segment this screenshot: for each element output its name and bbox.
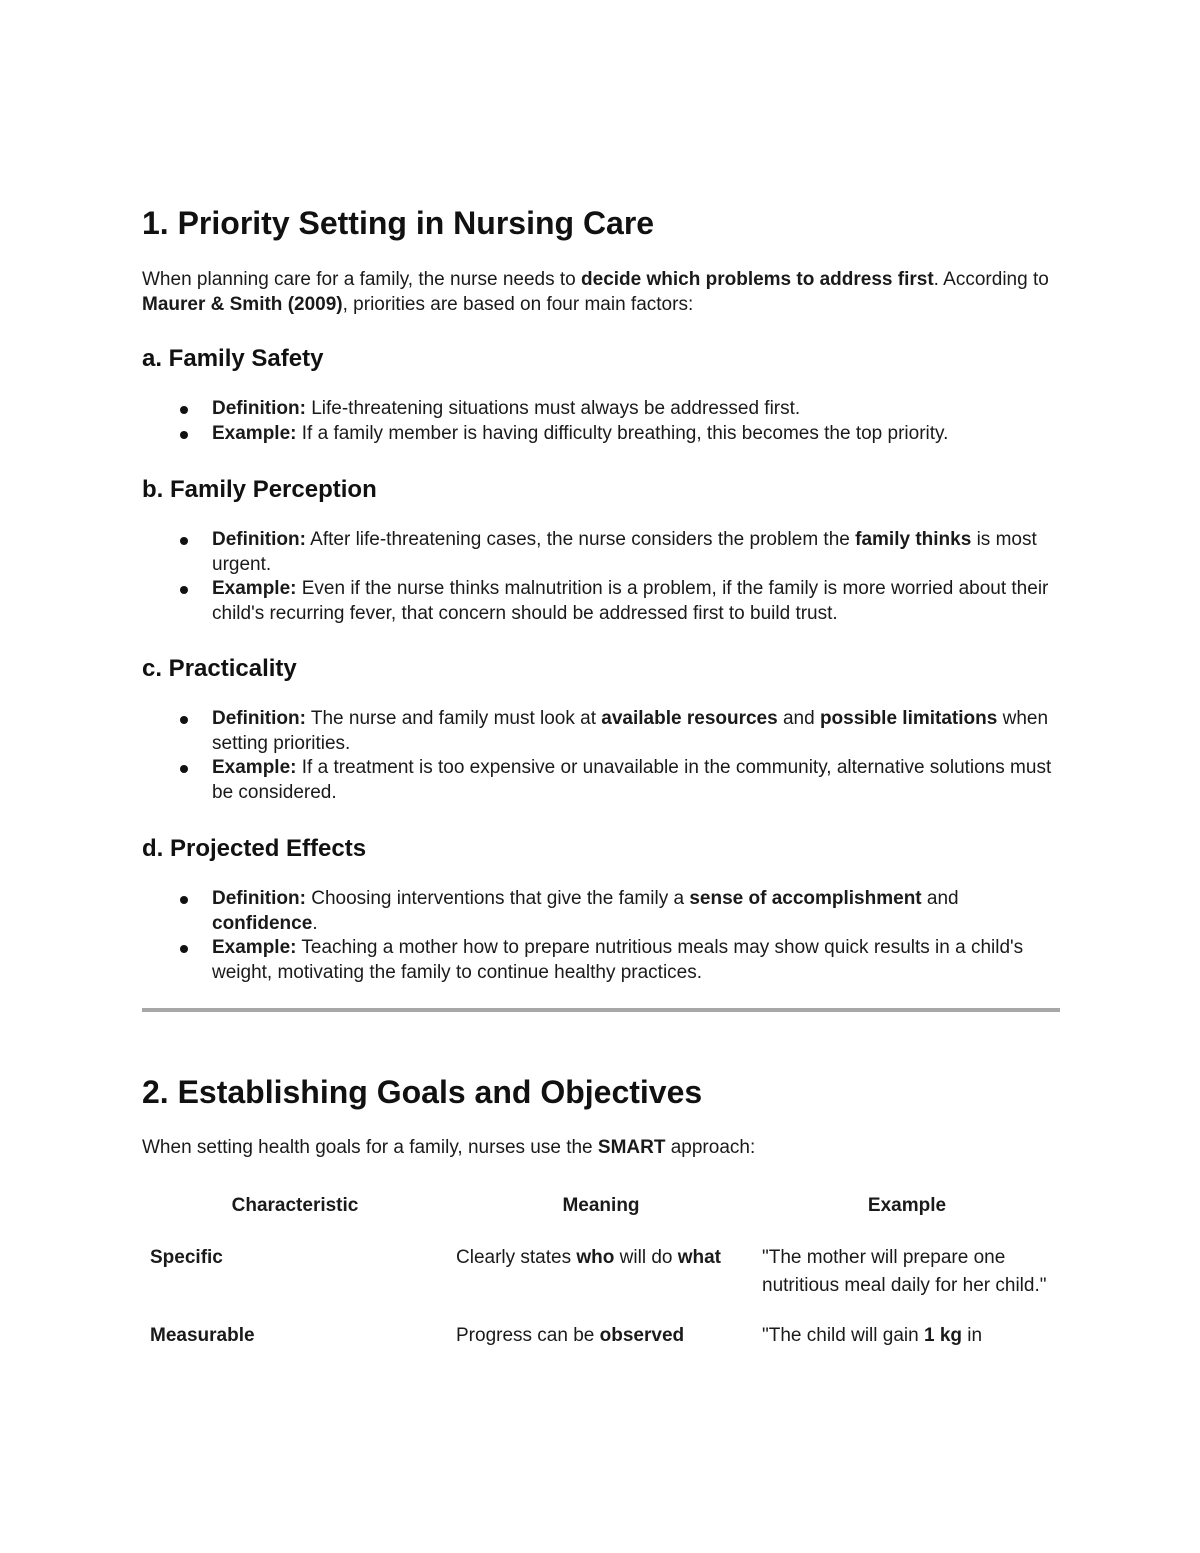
intro-text: When setting health goals for a family, nurses use the <box>142 1137 598 1158</box>
intro-text: , priorities are based on four main factors: <box>342 294 694 315</box>
meaning-text: will do <box>614 1247 678 1268</box>
intro-text: approach: <box>665 1137 756 1158</box>
meaning-bold: what <box>677 1247 722 1268</box>
definition-text: Life-threatening situations must always be addressed first. <box>305 398 801 419</box>
definition-bold: sense of accomplishment <box>689 888 922 909</box>
definition-text: After life-threatening cases, the nurse considers the problem the <box>305 529 856 550</box>
example-text: Teaching a mother how to prepare nutritious meals may show quick results in a child's weight, motivating the family to continue healthy practices. <box>212 937 1024 983</box>
example-label: Example: <box>212 757 297 778</box>
list-item <box>142 397 1060 422</box>
definition-label: Definition: <box>212 529 306 550</box>
bullet-icon <box>180 945 188 953</box>
definition-text: Choosing interventions that give the family a <box>305 888 690 909</box>
example-text: If a family member is having difficulty breathing, this becomes the top priority. <box>296 422 949 444</box>
example-text: Even if the nurse thinks malnutrition is a problem, if the family is more worried about their child's recurring fever, that concern should be addressed first to build trust. <box>212 578 1049 624</box>
list-family-perception <box>142 528 1060 626</box>
list-item <box>142 577 1060 626</box>
section-1-title: 1. Priority Setting in Nursing Care <box>142 205 655 241</box>
horizontal-divider <box>142 1008 1060 1012</box>
definition-text: and <box>777 708 820 729</box>
intro-citation: Maurer & Smith (2009) <box>142 294 343 315</box>
column-header-characteristic: Characteristic <box>231 1195 359 1216</box>
characteristic-cell: Measurable <box>150 1325 255 1346</box>
characteristic-cell: Specific <box>150 1247 223 1268</box>
definition-bold: possible limitations <box>819 708 998 729</box>
definition-bold: family thinks <box>855 529 972 550</box>
list-practicality <box>142 707 1060 805</box>
table-header-row <box>142 1190 1060 1238</box>
intro-bold: decide which problems to address first <box>581 269 934 290</box>
subheading-projected-effects: d. Projected Effects <box>142 835 367 862</box>
list-family-safety <box>142 397 1060 446</box>
bullet-icon <box>180 765 188 773</box>
definition-label: Definition: <box>212 708 306 729</box>
definition-label: Definition: <box>212 398 306 419</box>
bullet-icon <box>180 537 188 545</box>
meaning-text: Clearly states <box>456 1247 577 1268</box>
subheading-family-perception: b. Family Perception <box>142 476 377 503</box>
example-label: Example: <box>212 422 297 444</box>
list-item <box>142 756 1060 805</box>
example-cell <box>754 1316 1060 1366</box>
intro-text: . According to <box>933 269 1049 290</box>
column-header-example: Example <box>867 1195 947 1216</box>
section-1-intro <box>142 267 1060 317</box>
intro-bold: SMART <box>597 1137 666 1158</box>
definition-bold: confidence <box>212 912 313 934</box>
meaning-bold: observed <box>599 1325 685 1346</box>
definition-text: . <box>312 912 318 934</box>
bullet-icon <box>180 586 188 594</box>
example-label: Example: <box>212 937 297 958</box>
example-text: in <box>962 1325 983 1346</box>
list-item <box>142 422 1060 447</box>
example-text: If a treatment is too expensive or unavailable in the community, alternative solutions must be considered. <box>212 757 1052 803</box>
list-item <box>142 887 1060 936</box>
example-bold: 1 kg <box>923 1325 963 1346</box>
bullet-icon <box>180 896 188 904</box>
subheading-family-safety: a. Family Safety <box>142 345 324 372</box>
smart-table <box>142 1190 1060 1366</box>
meaning-cell <box>448 1316 754 1366</box>
meaning-text: Progress can be <box>456 1325 600 1346</box>
definition-label: Definition: <box>212 888 306 909</box>
example-label: Example: <box>212 578 297 599</box>
bullet-icon <box>180 406 188 414</box>
definition-text: when setting priorities. <box>212 708 1049 754</box>
list-item <box>142 936 1060 985</box>
bullet-icon <box>180 431 188 439</box>
section-2-title: 2. Establishing Goals and Objectives <box>142 1074 703 1110</box>
intro-text: When planning care for a family, the nurse needs to <box>142 269 582 290</box>
subheading-practicality: c. Practicality <box>142 655 297 682</box>
table-row <box>142 1316 1060 1366</box>
table-row <box>142 1238 1060 1316</box>
example-text: "The child will gain <box>762 1325 924 1346</box>
definition-text: The nurse and family must look at <box>305 708 602 729</box>
definition-text: and <box>921 888 959 909</box>
meaning-bold: who <box>576 1247 615 1268</box>
list-projected-effects <box>142 887 1060 985</box>
definition-bold: available resources <box>601 708 778 729</box>
definition-text: is most urgent. <box>212 529 1037 575</box>
example-cell: "The mother will prepare one nutritious meal daily for her child." <box>762 1247 1047 1296</box>
list-item <box>142 528 1060 577</box>
bullet-icon <box>180 716 188 724</box>
column-header-meaning: Meaning <box>562 1195 640 1216</box>
section-2-intro <box>142 1135 755 1160</box>
meaning-cell <box>448 1238 754 1316</box>
list-item <box>142 707 1060 756</box>
